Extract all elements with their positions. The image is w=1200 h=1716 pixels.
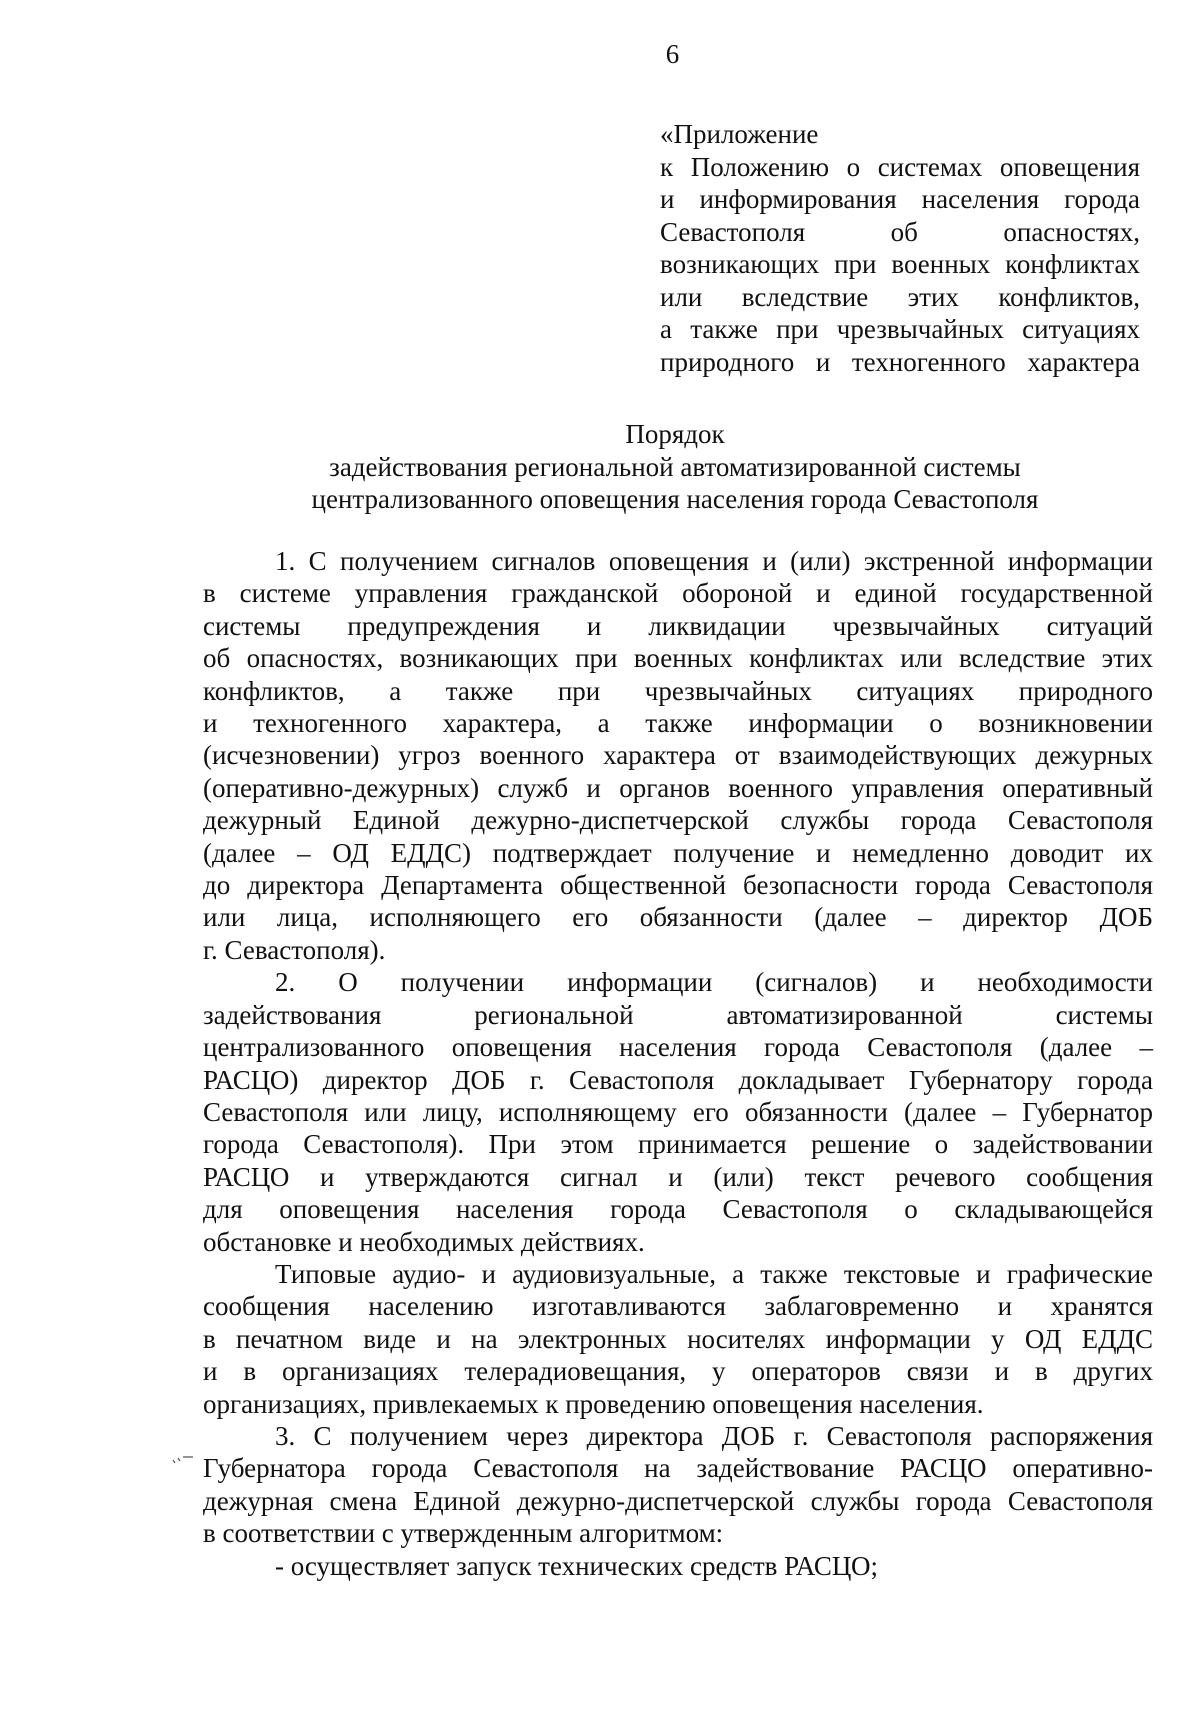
paragraph-line: сообщения населению изготавливаются заблаговременно и хранятся [203,1291,1153,1322]
paragraph-2 [203,966,1153,1258]
appendix-line: Севастополя об опасностях, [660,216,1140,247]
paragraph-line: 2. О получении информации (сигналов) и необходимости [275,967,1153,998]
appendix-line: природного и техногенного характера [660,346,1140,377]
paragraph-line: (далее – ОД ЕДДС) подтверждает получение и немедленно доводит их [203,837,1153,868]
appendix-line: возникающих при военных конфликтах [660,249,1140,279]
title-line: Порядок [625,419,725,449]
paragraph-list-item [203,1550,1153,1582]
paragraph-line: обстановке и необходимых действиях. [203,1226,645,1257]
paragraph-line: в системе управления гражданской обороной и единой государственной [203,578,1153,609]
page-number: 6 [665,39,680,69]
list-item-line: - осуществляет запуск технических средств РАСЦО; [275,1550,879,1581]
paragraph-3 [203,1420,1153,1550]
paragraph-line: РАСЦО и утверждаются сигнал и (или) текст речевого сообщения [203,1161,1153,1192]
paragraph-line: Губернатора города Севастополя на задействование РАСЦО оперативно- [203,1453,1153,1484]
paragraph-line: системы предупреждения и ликвидации чрезвычайных ситуаций [203,610,1153,641]
paragraph-line: до директора Департамента общественной безопасности города Севастополя [203,870,1153,901]
paragraph-line: для оповещения населения города Севастополя о складывающейся [203,1194,1153,1225]
scan-mark-icon [172,1456,194,1470]
paragraph-line: г. Севастополя). [203,934,386,965]
paragraph-line: задействования региональной автоматизированной системы [203,999,1153,1030]
paragraph-line: РАСЦО) директор ДОБ г. Севастополя докладывает Губернатору города [203,1064,1153,1095]
appendix-line: «Приложение [660,119,819,149]
appendix-line: а также при чрезвычайных ситуациях [660,314,1140,344]
appendix-line: к Положению о системах оповещения [660,151,1140,182]
paragraph-line: 1. С получением сигналов оповещения и (или) экстренной информации [275,546,1153,576]
paragraph-typical-messages [203,1258,1153,1420]
paragraph-1 [203,545,1153,966]
appendix-line: и информирования населения города [660,184,1140,214]
appendix-line: или вследствие этих конфликтов, [660,281,1140,312]
paragraph-line: централизованного оповещения населения города Севастополя (далее – [203,1032,1153,1063]
paragraph-line: и техногенного характера, а также информации о возникновении [203,708,1153,739]
paragraph-line: или лица, исполняющего его обязанности (далее – директор ДОБ [203,902,1153,933]
paragraph-line: в соответствии с утвержденным алгоритмом: [203,1518,724,1549]
paragraph-line: 3. С получением через директора ДОБ г. Севастополя распоряжения [275,1420,1153,1451]
paragraph-line: дежурная смена Единой дежурно-диспетчерской службы города Севастополя [203,1485,1153,1516]
paragraph-line: (оперативно-дежурных) служб и органов военного управления оперативный [203,772,1153,803]
document-body [203,545,1153,1582]
paragraph-line: дежурный Единой дежурно-диспетчерской службы города Севастополя [203,805,1153,836]
paragraph-line: в печатном виде и на электронных носителях информации у ОД ЕДДС [203,1323,1153,1354]
paragraph-line: организациях, привлекаемых к проведению оповещения населения. [203,1388,984,1419]
paragraph-line: и в организациях телерадиовещания, у операторов связи и в других [203,1356,1153,1387]
paragraph-line: конфликтов, а также при чрезвычайных ситуациях природного [203,675,1153,706]
paragraph-line: Типовые аудио- и аудиовизуальные, а также текстовые и графические [275,1258,1153,1289]
paragraph-line: Севастополя или лицу, исполняющему его обязанности (далее – Губернатор [203,1096,1153,1127]
appendix-header [660,118,1140,378]
paragraph-line: об опасностях, возникающих при военных конфликтах или вследствие этих [203,643,1153,674]
paragraph-line: (исчезновении) угроз военного характера от взаимодействующих дежурных [203,740,1153,771]
title-line: задействования региональной автоматизированной системы [329,451,1021,482]
document-title [150,418,1200,516]
paragraph-line: города Севастополя). При этом принимается решение о задействовании [203,1129,1153,1160]
title-line: централизованного оповещения населения города Севастополя [311,484,1039,514]
